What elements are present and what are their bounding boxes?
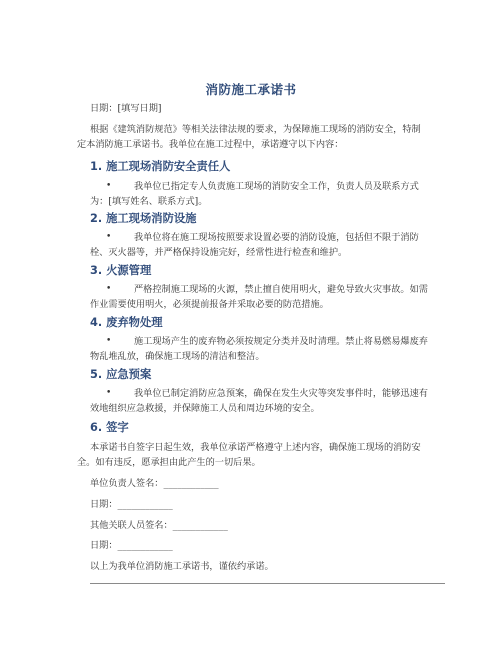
section-5-text: 我单位已制定消防应急预案，确保在发生火灾等突发事件时，能够迅速有效地组织应急救援，并保障施工人员和周边环境的安全。 [90, 388, 428, 414]
bullet-icon: • [106, 336, 112, 346]
other-signature-line: 其他关联人员签名：____________ [90, 520, 228, 531]
section-3-text: 严格控制施工现场的火源，禁止擅自使用明火，避免导致火灾事故。如需作业需要使用明火，必须提前报备并采取必要的防范措施。 [90, 284, 428, 310]
date-signature-line-1: 日期：____________ [90, 499, 173, 510]
section-2-bullet [90, 230, 435, 260]
section-2-text: 我单位将在施工现场按照要求设置必要的消防设施，包括但不限于消防栓、灭火器等，并严格保持设施完好，经常性进行检查和维护。 [90, 232, 419, 258]
unit-signature-line: 单位负责人签名：____________ [90, 478, 219, 489]
section-4-text: 施工现场产生的废弃物必须按规定分类并及时清理。禁止将易燃易爆废弃物乱堆乱放，确保施工现场的清洁和整洁。 [90, 336, 428, 362]
section-heading-3: 3. 火源管理 [90, 264, 152, 277]
bullet-icon: • [106, 181, 112, 191]
date-signature-line-2: 日期：____________ [90, 540, 173, 551]
horizontal-divider [90, 583, 445, 584]
section-4-bullet [90, 334, 435, 364]
bullet-icon: • [106, 284, 112, 294]
section-5-bullet [90, 386, 435, 416]
section-heading-1: 1. 施工现场消防安全责任人 [90, 160, 231, 173]
section-heading-5: 5. 应急预案 [90, 368, 152, 381]
section-heading-6: 6. 签字 [90, 421, 129, 434]
section-6-text: 本承诺书自签字日起生效，我单位承诺严格遵守上述内容，确保施工现场的消防安全。如有违反，愿承担由此产生的一切后果。 [77, 442, 421, 468]
date-line: 日期：[填写日期] [90, 103, 162, 114]
section-heading-2: 2. 施工现场消防设施 [90, 212, 197, 225]
section-heading-4: 4. 废弃物处理 [90, 316, 163, 329]
section-3-bullet [90, 282, 435, 312]
document-title: 消防施工承诺书 [205, 82, 297, 97]
section-1-text: 我单位已指定专人负责施工现场的消防安全工作，负责人员及联系方式为：[填写姓名、联系方式]。 [90, 181, 419, 207]
bullet-icon: • [106, 388, 112, 398]
closing-statement: 以上为我单位消防施工承诺书，谨依约承诺。 [90, 561, 274, 572]
bullet-icon: • [106, 232, 112, 242]
section-1-bullet [90, 179, 435, 209]
intro-paragraph: 根据《建筑消防规范》等相关法律法规的要求，为保障施工现场的消防安全，特制定本消防施工承诺书。我单位在施工过程中，承诺遵守以下内容： [77, 124, 421, 150]
